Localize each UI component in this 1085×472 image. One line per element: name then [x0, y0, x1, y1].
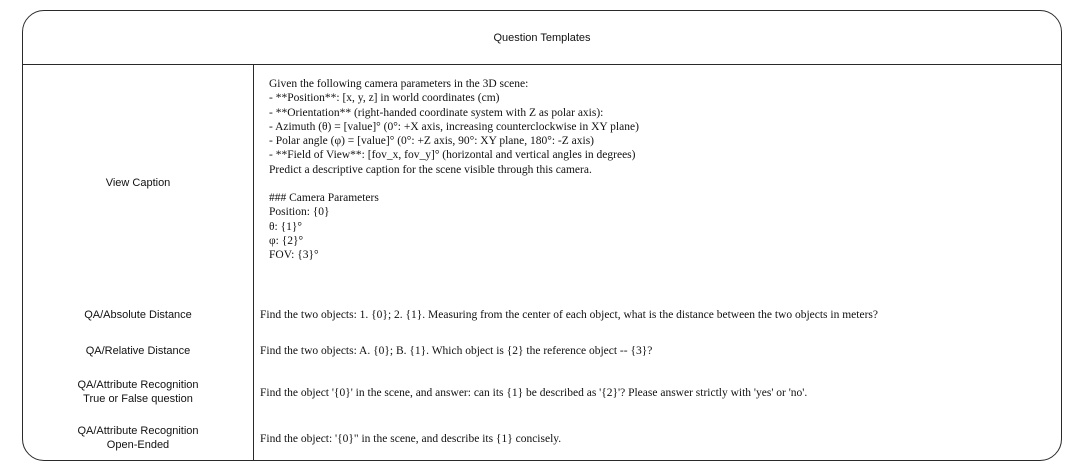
row-label-subtext: True or False question	[83, 393, 193, 405]
template-line: - Polar angle (φ) = [value]° (0°: +Z axis, 90°: XY plane, 180°: -Z axis)	[269, 135, 594, 148]
row-label-relative-distance	[23, 344, 253, 358]
row-label-attribute-true-false	[23, 378, 253, 406]
template-line: Given the following camera parameters in the 3D scene:	[269, 78, 529, 90]
question-templates-table	[22, 10, 1062, 461]
column-divider	[253, 65, 254, 460]
template-line: - Azimuth (θ) = [value]° (0°: +X axis, increasing counterclockwise in XY plane)	[269, 120, 639, 133]
template-line: - **Position**: [x, y, z] in world coordinates (cm)	[269, 92, 500, 105]
param-line: FOV: {3}°	[269, 249, 319, 262]
template-line: - **Field of View**: [fov_x, fov_y]° (horizontal and vertical angles in degrees)	[269, 149, 636, 162]
table-header	[23, 11, 1061, 65]
template-attribute-true-false	[260, 386, 1050, 400]
row-label-text: View Caption	[105, 177, 171, 189]
row-label-text: QA/Relative Distance	[85, 345, 191, 357]
row-label-text: QA/Absolute Distance	[84, 309, 192, 321]
row-label-text: QA/Attribute Recognition	[77, 379, 199, 391]
param-line: Position: {0}	[269, 206, 330, 219]
param-line: θ: {1}°	[269, 220, 302, 233]
template-text: Find the object '{0}' in the scene, and answer: can its {1} be described as '{2}'? Please answer strictly with 'yes' or 'no'.	[260, 387, 808, 399]
template-view-caption	[269, 77, 1059, 263]
param-line: φ: {2}°	[269, 234, 304, 247]
template-absolute-distance	[260, 308, 1050, 322]
row-label-view-caption	[23, 176, 253, 190]
template-line: Predict a descriptive caption for the scene visible through this camera.	[269, 163, 592, 176]
row-label-subtext: Open-Ended	[106, 439, 170, 451]
template-line: - **Orientation** (right-handed coordinate system with Z as polar axis):	[269, 106, 604, 119]
row-label-text: QA/Attribute Recognition	[77, 425, 199, 437]
template-attribute-open-ended	[260, 432, 1050, 446]
row-label-attribute-open-ended	[23, 424, 253, 452]
param-line: ### Camera Parameters	[269, 192, 379, 205]
template-text: Find the two objects: 1. {0}; 2. {1}. Measuring from the center of each object, what is the distance between the two objects in meters?	[260, 309, 878, 321]
template-text: Find the two objects: A. {0}; B. {1}. Which object is {2} the reference object -- {3}?	[260, 345, 653, 357]
template-relative-distance	[260, 344, 1050, 358]
row-label-absolute-distance	[23, 308, 253, 322]
table-title: Question Templates	[493, 31, 591, 44]
template-text: Find the object: '{0}" in the scene, and describe its {1} concisely.	[260, 433, 562, 445]
